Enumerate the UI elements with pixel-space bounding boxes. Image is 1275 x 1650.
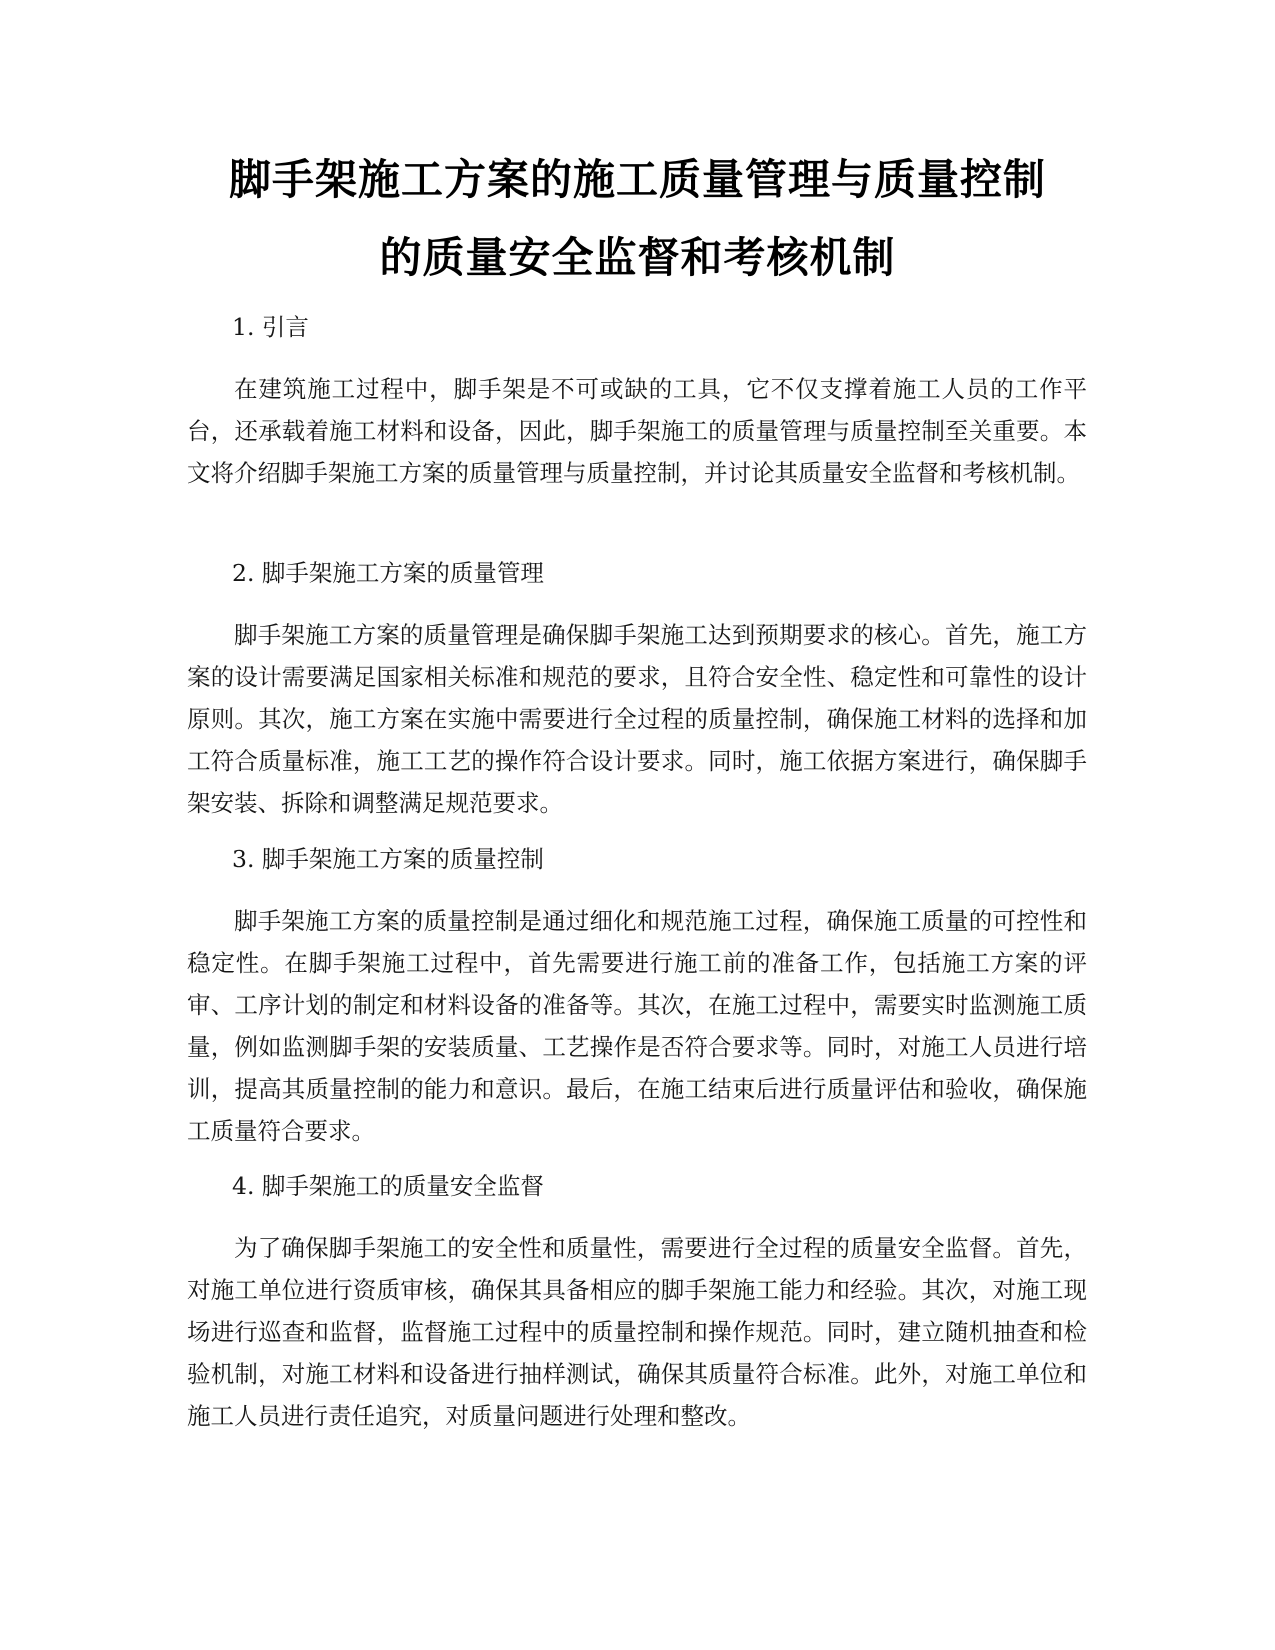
section-paragraph-quality-management: 脚手架施工方案的质量管理是确保脚手架施工达到预期要求的核心。首先，施工方案的设计需要满足国家相关标准和规范的要求，且符合安全性、稳定性和可靠性的设计原则。其次，施工方案在实施中需要进行全过程的质量控制，确保施工材料的选择和加工符合质量标准，施工工艺的操作符合设计要求。同时，施工依据方案进行，确保脚手架安装、拆除和调整满足规范要求。 xyxy=(187,621,1087,817)
section-heading-safety-supervision: 4. 脚手架施工的质量安全监督 xyxy=(232,1172,544,1200)
section-paragraph-introduction: 在建筑施工过程中，脚手架是不可或缺的工具，它不仅支撑着施工人员的工作平台，还承载着施工材料和设备，因此，脚手架施工的质量管理与质量控制至关重要。本文将介绍脚手架施工方案的质量管理与质量控制，并讨论其质量安全监督和考核机制。 xyxy=(187,375,1087,487)
section-heading-introduction: 1. 引言 xyxy=(232,313,309,341)
section-heading-quality-control: 3. 脚手架施工方案的质量控制 xyxy=(232,845,544,873)
section-paragraph-quality-control: 脚手架施工方案的质量控制是通过细化和规范施工过程，确保施工质量的可控性和稳定性。在脚手架施工过程中，首先需要进行施工前的准备工作，包括施工方案的评审、工序计划的制定和材料设备的准备等。其次，在施工过程中，需要实时监测施工质量，例如监测脚手架的安装质量、工艺操作是否符合要求等。同时，对施工人员进行培训，提高其质量控制的能力和意识。最后，在施工结束后进行质量评估和验收，确保施工质量符合要求。 xyxy=(187,907,1087,1145)
section-heading-quality-management: 2. 脚手架施工方案的质量管理 xyxy=(232,559,544,587)
document-title-line-1: 脚手架施工方案的施工质量管理与质量控制 xyxy=(228,155,1046,204)
section-paragraph-safety-supervision: 为了确保脚手架施工的安全性和质量性，需要进行全过程的质量安全监督。首先，对施工单位进行资质审核，确保其具备相应的脚手架施工能力和经验。其次，对施工现场进行巡查和监督，监督施工过程中的质量控制和操作规范。同时，建立随机抽查和检验机制，对施工材料和设备进行抽样测试，确保其质量符合标准。此外，对施工单位和施工人员进行责任追究，对质量问题进行处理和整改。 xyxy=(187,1234,1087,1430)
document-title-line-2: 的质量安全监督和考核机制 xyxy=(379,233,896,282)
document-title xyxy=(160,141,1115,297)
